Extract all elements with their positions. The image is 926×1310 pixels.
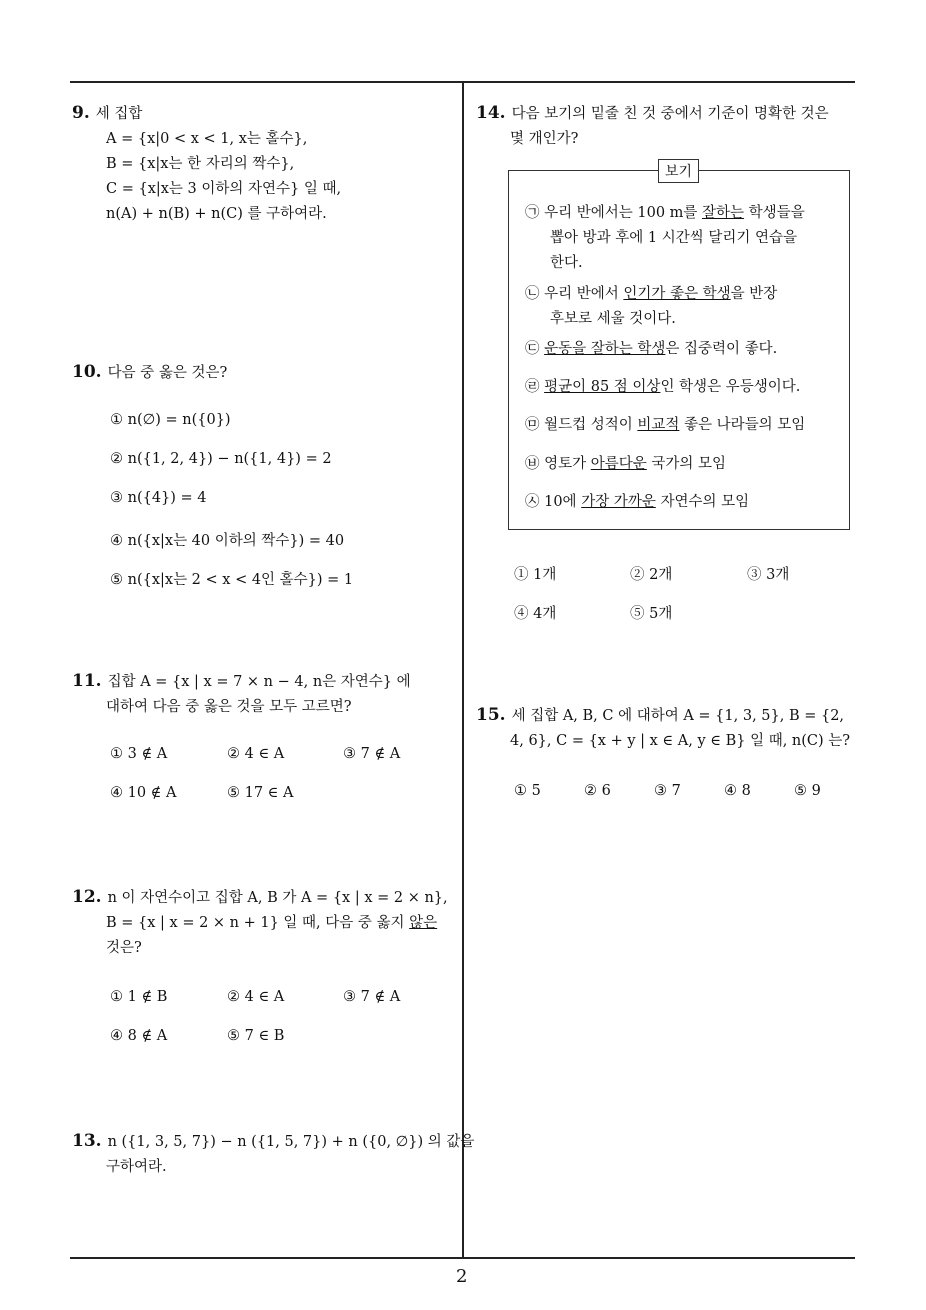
option-3[interactable]: ③ 7 ∉ A <box>343 989 401 1005</box>
question-10 <box>72 360 227 386</box>
question-line: 대하여 다음 중 옳은 것을 모두 고르면? <box>106 699 352 715</box>
question-line: n(A) + n(B) + n(C) 를 구하여라. <box>106 206 327 222</box>
question-14 <box>476 101 829 152</box>
question-11 <box>72 669 411 720</box>
option-5[interactable]: ⑤ 7 ∈ B <box>227 1028 285 1044</box>
option-1[interactable]: ① 1 ∉ B <box>110 989 168 1005</box>
question-line: 것은? <box>106 940 142 956</box>
question-number: 9. <box>72 103 90 123</box>
question-12 <box>72 885 448 961</box>
question-9 <box>72 101 341 227</box>
question-number: 14. <box>476 103 506 123</box>
option-3[interactable]: ③ 7 ∉ A <box>343 746 401 762</box>
column-divider <box>462 81 464 1258</box>
underlined-word: 평균이 85 점 이상 <box>544 379 661 395</box>
question-number: 10. <box>72 362 102 382</box>
question-line: B = {x | x = 2 × n + 1} 일 때, 다음 중 옳지 <box>106 915 410 931</box>
option-5[interactable]: ⑤ 9 <box>794 783 821 799</box>
option-4[interactable]: ④ 8 ∉ A <box>110 1028 168 1044</box>
question-text: 세 집합 A, B, C 에 대하여 A = {1, 3, 5}, B = {2, <box>511 708 845 724</box>
option-4[interactable]: ④ 8 <box>724 783 751 799</box>
option-4[interactable]: ④ 10 ∉ A <box>110 785 177 801</box>
example-item-e: ㉤ 월드컵 성적이 비교적 좋은 나라들의 모임 <box>525 417 806 433</box>
option-1[interactable]: ① 1개 <box>514 567 557 583</box>
option-5[interactable]: ⑤ n({x|x는 2 < x < 4인 홀수}) = 1 <box>110 572 354 588</box>
question-line: 몇 개인가? <box>510 131 579 147</box>
page-number: 2 <box>456 1266 468 1287</box>
underlined-word: 않은 <box>409 915 438 931</box>
question-line: 4, 6}, C = {x + y | x ∈ A, y ∈ B} 일 때, n(C) 는? <box>510 733 851 749</box>
question-number: 12. <box>72 887 102 907</box>
underlined-word: 비교적 <box>637 417 680 433</box>
question-text: 집합 A = {x | x = 7 × n − 4, n은 자연수} 에 <box>107 674 411 690</box>
question-text: 다음 중 옳은 것은? <box>107 365 228 381</box>
option-1[interactable]: ① n(∅) = n({0}) <box>110 412 231 428</box>
example-item-a: ㉠ 우리 반에서는 100 m를 잘하는 학생들을 뽑아 방과 후에 1 시간씩 달리기 연습을 한다. <box>525 205 805 271</box>
option-3[interactable]: ③ 7 <box>654 783 681 799</box>
option-1[interactable]: ① 3 ∉ A <box>110 746 168 762</box>
underlined-word: 운동을 잘하는 학생 <box>544 341 666 357</box>
question-line: C = {x|x는 3 이하의 자연수} 일 때, <box>106 181 342 197</box>
question-number: 11. <box>72 671 102 691</box>
option-5[interactable]: ⑤ 5개 <box>630 606 673 622</box>
option-3[interactable]: ③ 3개 <box>747 567 790 583</box>
option-3[interactable]: ③ n({4}) = 4 <box>110 490 207 506</box>
underlined-word: 잘하는 <box>702 205 745 221</box>
option-5[interactable]: ⑤ 17 ∈ A <box>227 785 294 801</box>
example-item-f: ㉥ 영토가 아름다운 국가의 모임 <box>525 456 727 472</box>
underlined-word: 아름다운 <box>590 456 647 472</box>
underlined-word: 가장 가까운 <box>581 494 656 510</box>
question-number: 13. <box>72 1131 102 1151</box>
option-4[interactable]: ④ 4개 <box>514 606 557 622</box>
option-2[interactable]: ② 6 <box>584 783 611 799</box>
question-line: 구하여라. <box>106 1159 167 1175</box>
option-4[interactable]: ④ n({x|x는 40 이하의 짝수}) = 40 <box>110 533 345 549</box>
question-line: B = {x|x는 한 자리의 짝수}, <box>106 156 295 172</box>
example-item-d: ㉣ 평균이 85 점 이상인 학생은 우등생이다. <box>525 379 801 395</box>
question-text: 세 집합 <box>95 106 143 122</box>
underlined-word: 인기가 좋은 학생 <box>623 286 731 302</box>
question-13 <box>72 1129 474 1180</box>
question-15 <box>476 703 850 754</box>
example-item-b: ㉡ 우리 반에서 인기가 좋은 학생을 반장 후보로 세울 것이다. <box>525 286 778 327</box>
question-text: 다음 보기의 밑줄 친 것 중에서 기준이 명확한 것은 <box>511 106 829 122</box>
option-1[interactable]: ① 5 <box>514 783 541 799</box>
option-2[interactable]: ② 2개 <box>630 567 673 583</box>
question-text: n ({1, 3, 5, 7}) − n ({1, 5, 7}) + n ({0, ∅}) 의 값을 <box>107 1134 475 1150</box>
option-2[interactable]: ② n({1, 2, 4}) − n({1, 4}) = 2 <box>110 451 332 467</box>
option-2[interactable]: ② 4 ∈ A <box>227 746 285 762</box>
example-item-g: ㉦ 10에 가장 가까운 자연수의 모임 <box>525 494 750 510</box>
example-box-label: 보기 <box>658 159 699 183</box>
example-item-c: ㉢ 운동을 잘하는 학생은 집중력이 좋다. <box>525 341 778 357</box>
question-text: n 이 자연수이고 집합 A, B 가 A = {x | x = 2 × n}, <box>107 890 448 906</box>
option-2[interactable]: ② 4 ∈ A <box>227 989 285 1005</box>
question-line: A = {x|0 < x < 1, x는 홀수}, <box>106 131 308 147</box>
bottom-rule <box>70 1257 855 1259</box>
question-number: 15. <box>476 705 506 725</box>
